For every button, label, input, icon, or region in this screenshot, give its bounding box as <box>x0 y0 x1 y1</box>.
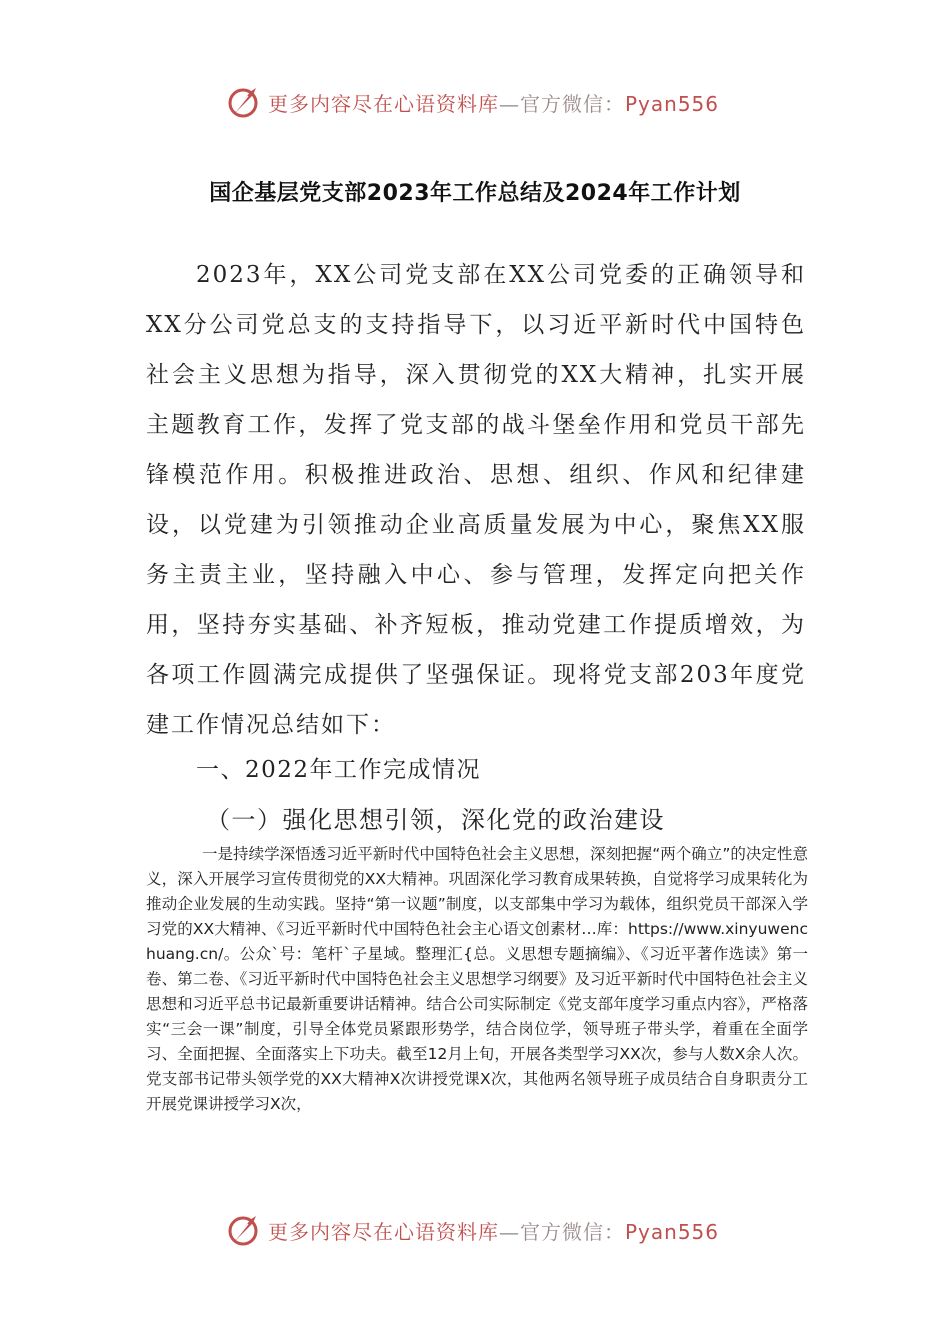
body-paragraph: 一是持续学深悟透习近平新时代中国特色社会主义思想，深刻把握“两个确立”的决定性意义，深入开展学习宣传贯彻党的XX大精神。巩固深化学习教育成果转换，自觉将学习成果转化为推动企业发展的生动实践。坚持“第一议题”制度，以支部集中学习为载体，组织党员干部深入学习党的XX大精神、《习近平新时代中国特色社会主心语文创素材…库：https://www.xinyuwenchuang.cn/。公众`号：笔杆`子星域。整理汇{总。义思想专题摘编》、《习近平著作选读》第一卷、第二卷、《习近平新时代中国特色社会主义思想学习纲要》及习近平新时代中国特色社会主义思想和习近平总书记最新重要讲话精神。结合公司实际制定《党支部年度学习重点内容》，严格落实“三会一课”制度，引导全体党员紧跟形势学，结合岗位学，领导班子带头学，着重在全面学习、全面把握、全面落实上下功夫。截至12月上旬，开展各类型学习XX次，参与人数X余人次。党支部书记带头领学党的XX大精神X次讲授党课X次，其他两名领导班子成员结合自身职责分工开展党课讲授学习X次， <box>146 845 808 1113</box>
quill-pen-logo-icon <box>226 84 262 120</box>
banner-tail-text: 官方微信： <box>520 1219 625 1244</box>
document-title: 国企基层党支部2023年工作总结及2024年工作计划 <box>209 181 741 206</box>
banner-wechat-id: Pyan556 <box>625 91 720 116</box>
section-heading: 一、2022年工作完成情况 <box>196 757 482 783</box>
quill-pen-logo-icon <box>226 1212 262 1248</box>
banner-text <box>268 1216 719 1245</box>
banner-text <box>268 88 719 117</box>
subsection-heading: （一）强化思想引领，深化党的政治建设 <box>206 806 665 834</box>
intro-paragraph: 2023年，XX公司党支部在XX公司党委的正确领导和XX分公司党总支的支持指导下，以习近平新时代中国特色社会主义思想为指导，深入贯彻党的XX大精神，扎实开展主题教育工作，发挥了党支部的战斗堡垒作用和党员干部先锋模范作用。积极推进政治、思想、组织、作风和纪律建设，以党建为引领推动企业高质量发展为中心，聚焦XX服务主责主业，坚持融入中心、参与管理，发挥定向把关作用，坚持夯实基础、补齐短板，推动党建工作提质增效，为各项工作圆满完成提供了坚强保证。现将党支部203年度党建工作情况总结如下： <box>146 262 806 738</box>
banner-main-text: 更多内容尽在心语资料库 <box>268 91 499 116</box>
footer-banner <box>226 1210 746 1250</box>
banner-separator: — <box>499 1219 520 1244</box>
banner-wechat-id: Pyan556 <box>625 1219 720 1244</box>
banner-separator: — <box>499 91 520 116</box>
banner-tail-text: 官方微信： <box>520 91 625 116</box>
banner-main-text: 更多内容尽在心语资料库 <box>268 1219 499 1244</box>
header-banner <box>226 82 746 122</box>
